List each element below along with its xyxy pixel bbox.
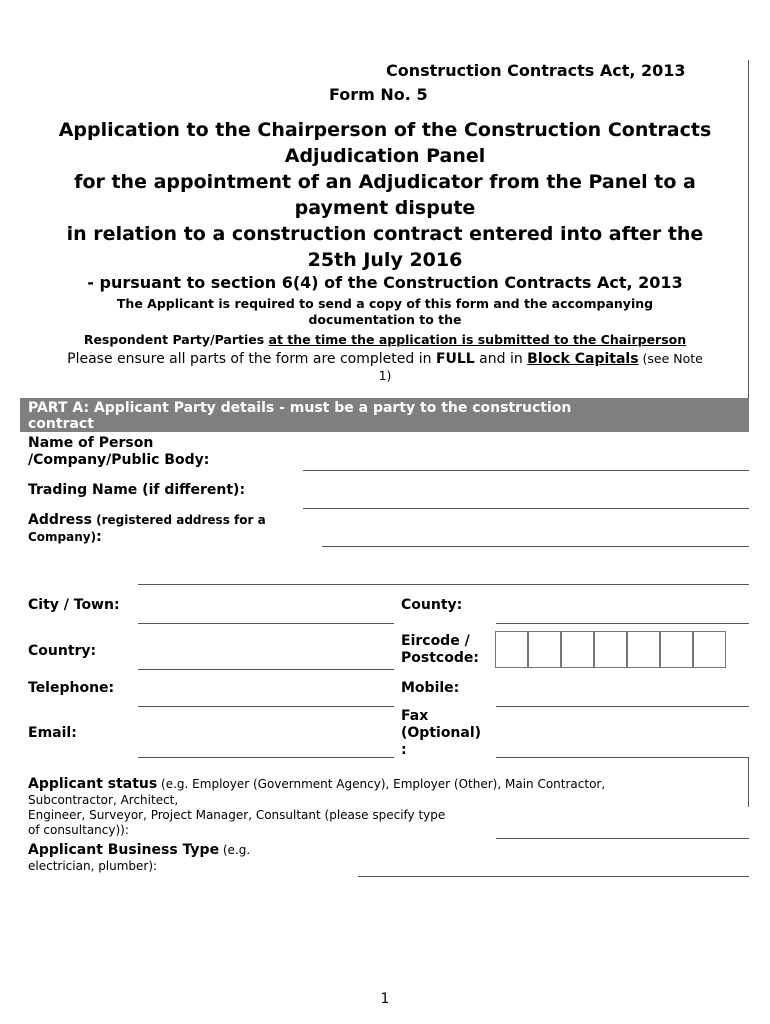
eircode-char-box[interactable] [594, 631, 627, 668]
trading-name-field[interactable] [303, 508, 749, 509]
respondent-instruction [0, 331, 770, 348]
eircode-char-box[interactable] [660, 631, 693, 668]
status-right-border [748, 757, 749, 807]
title-line: 25th July 2016 [307, 249, 463, 271]
address-label-text: Address [28, 512, 92, 528]
address-note: (registered address for a [91, 513, 266, 527]
email-label: Email: [28, 725, 77, 741]
fax-label-line: : [401, 742, 407, 758]
eircode-label-line: Postcode: [401, 650, 479, 666]
name-label [28, 435, 209, 469]
ensure-full: FULL [435, 351, 475, 367]
business-label-text: Applicant Business Type [28, 842, 220, 858]
trading-name-label: Trading Name (if different): [28, 482, 246, 498]
country-label: Country: [28, 643, 97, 659]
address-label [28, 512, 266, 546]
business-note: (e.g. [219, 843, 251, 857]
status-note: (e.g. Employer (Government Agency), Employer (Other), Main Contractor, [157, 777, 606, 791]
city-field[interactable] [138, 623, 394, 624]
telephone-field[interactable] [138, 706, 394, 707]
name-label-line: Name of Person [28, 435, 154, 451]
eircode-char-box[interactable] [627, 631, 660, 668]
business-note: electrician, plumber): [28, 859, 158, 873]
address-field-line2[interactable] [138, 584, 749, 585]
business-type-label [28, 842, 348, 874]
title-line: Application to the Chairperson of the Construction Contracts [58, 119, 712, 141]
county-field[interactable] [496, 623, 749, 624]
eircode-label-line: Eircode / [401, 633, 470, 649]
act-title: Construction Contracts Act, 2013 [386, 61, 686, 80]
eircode-char-box[interactable] [693, 631, 726, 668]
completion-instruction [25, 350, 745, 368]
name-field[interactable] [303, 470, 749, 471]
fax-label-line: Fax [401, 708, 429, 724]
name-label-line: /Company/Public Body: [28, 452, 210, 468]
status-note: of consultancy)): [28, 823, 129, 837]
mobile-label: Mobile: [401, 680, 460, 696]
address-colon: : [96, 529, 102, 545]
respondent-underlined: at the time the application is submitted to the Chairperson [268, 332, 687, 347]
part-a-heading-line: contract [28, 416, 94, 432]
instruction-line: documentation to the [308, 312, 462, 327]
address-field-line1[interactable] [322, 546, 749, 547]
part-a-heading-line: PART A: Applicant Party details - must be a party to the construction [28, 400, 572, 416]
ensure-mid: and in [474, 351, 528, 367]
email-field[interactable] [138, 757, 394, 758]
fax-field[interactable] [496, 757, 749, 758]
eircode-char-box[interactable] [495, 631, 528, 668]
title-line: for the appointment of an Adjudicator from the Panel to a [74, 171, 696, 193]
fax-label [401, 708, 481, 759]
status-note: Engineer, Surveyor, Project Manager, Consultant (please specify type [28, 808, 446, 822]
part-a-heading [20, 398, 749, 432]
ensure-note-ref: 1) [378, 368, 392, 383]
telephone-label: Telephone: [28, 680, 115, 696]
address-note: Company) [28, 530, 97, 544]
form-number: Form No. 5 [329, 85, 428, 104]
eircode-char-box[interactable] [561, 631, 594, 668]
applicant-status-label [28, 776, 728, 838]
title-line: payment dispute [294, 197, 476, 219]
city-label: City / Town: [28, 597, 120, 613]
status-label-text: Applicant status [28, 776, 158, 792]
page-number: 1 [380, 991, 390, 1007]
respondent-prefix: Respondent Party/Parties [83, 332, 269, 347]
title-line: Adjudication Panel [284, 145, 486, 167]
eircode-char-box[interactable] [528, 631, 561, 668]
country-field[interactable] [138, 669, 394, 670]
ensure-suffix: (see Note [638, 351, 703, 366]
form-title [0, 117, 770, 273]
ensure-block-capitals: Block Capitals [527, 351, 639, 367]
title-line: in relation to a construction contract entered into after the [66, 223, 704, 245]
mobile-field[interactable] [496, 706, 749, 707]
copy-instruction [0, 296, 770, 328]
business-type-field[interactable] [358, 876, 749, 877]
ensure-prefix: Please ensure all parts of the form are completed in [67, 351, 436, 367]
county-label: County: [401, 597, 463, 613]
applicant-status-field[interactable] [496, 838, 749, 839]
eircode-label [401, 633, 479, 667]
fax-label-line: (Optional) [401, 725, 482, 741]
title-subtitle: - pursuant to section 6(4) of the Construction Contracts Act, 2013 [87, 273, 683, 292]
instruction-line: The Applicant is required to send a copy of this form and the accompanying [116, 296, 654, 311]
status-note: Subcontractor, Architect, [28, 793, 179, 807]
